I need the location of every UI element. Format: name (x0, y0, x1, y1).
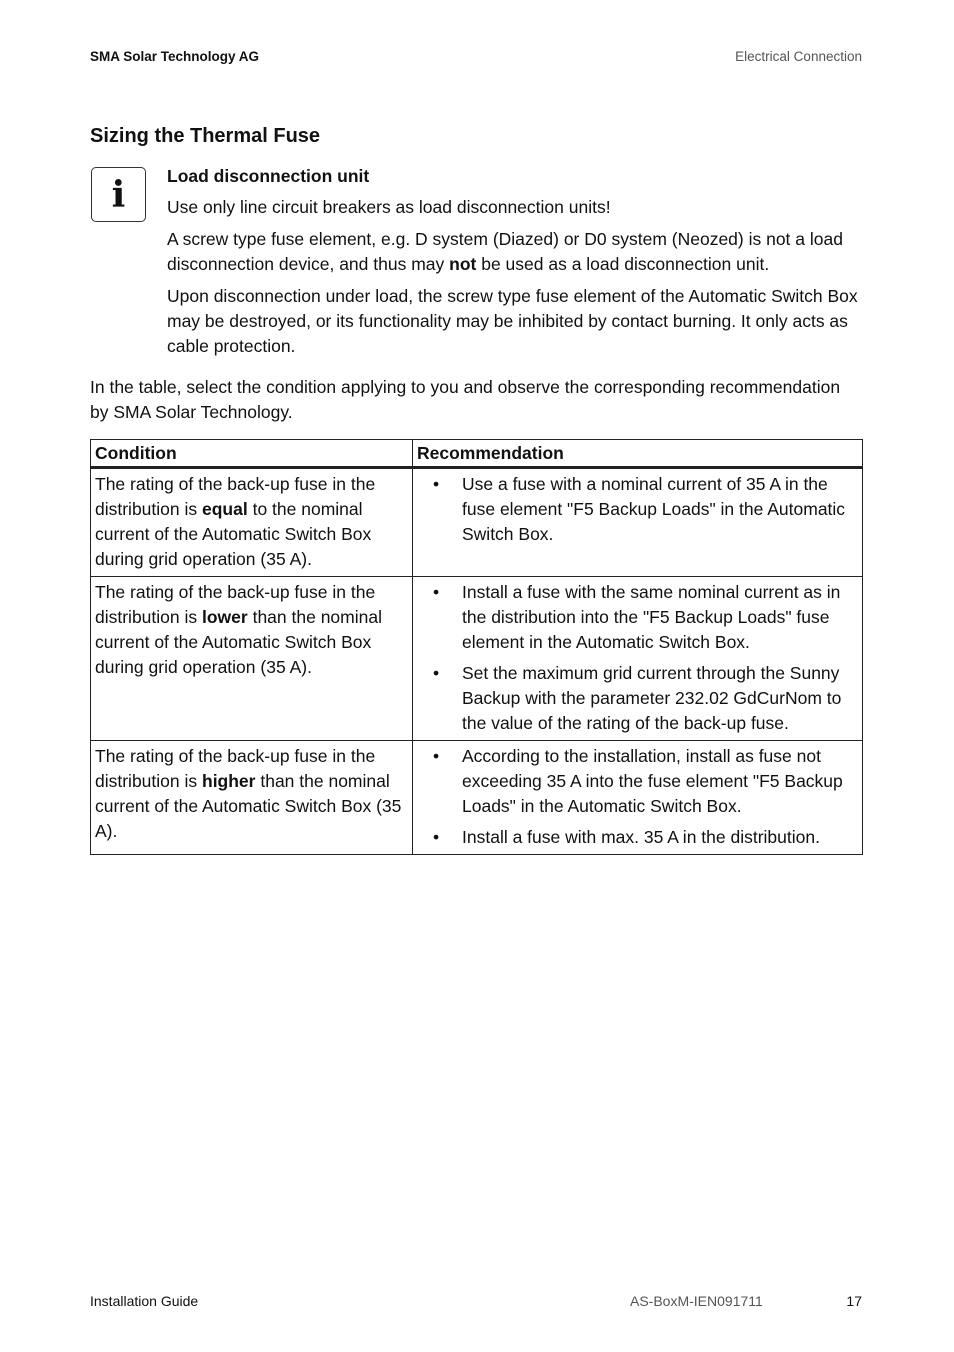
footer-document-code: AS-BoxM-IEN091711 (630, 1293, 763, 1309)
condition-emphasis: lower (202, 607, 248, 627)
condition-text-end: than the nominal current of the Automatic Switch Box during grid operation (35 A). (95, 607, 382, 677)
note-p2-emphasis: not (449, 254, 477, 274)
note-paragraph-2 (167, 227, 862, 277)
recommendation-item (417, 825, 858, 850)
recommendation-text: According to the installation, install as fuse not exceeding 35 A into the fuse element "F5 Backup Loads" in the Automatic Switch Box. (462, 746, 843, 816)
info-icon-glyph: i (111, 173, 126, 216)
recommendation-cell (413, 741, 863, 855)
condition-cell (91, 577, 413, 741)
column-header-recommendation: Recommendation (413, 440, 863, 468)
note-p2-text-end: be used as a load disconnection unit. (476, 254, 770, 274)
bullet-icon: • (433, 663, 440, 683)
recommendation-item (417, 744, 858, 819)
recommendation-list (417, 580, 858, 736)
recommendation-cell (413, 577, 863, 741)
bullet-icon: • (433, 827, 440, 847)
condition-emphasis: equal (202, 499, 248, 519)
condition-cell (91, 468, 413, 577)
header-company: SMA Solar Technology AG (90, 49, 260, 64)
bullet-icon: • (433, 746, 440, 766)
recommendation-item (417, 661, 858, 736)
info-note (167, 164, 862, 366)
recommendation-item (417, 472, 858, 547)
table-header-row (91, 440, 863, 468)
condition-text: The rating of the back-up fuse in the distribution is (95, 474, 376, 519)
recommendation-item (417, 580, 858, 655)
note-p2-text: A screw type fuse element, e.g. D system (Diazed) or D0 system (Neozed) is not a load disconnection device, and thus may (167, 229, 843, 274)
note-paragraph-1: Use only line circuit breakers as load disconnection units! (167, 197, 611, 217)
recommendation-text: Set the maximum grid current through the Sunny Backup with the parameter 232.02 GdCurNom to the value of the rating of the back-up fuse. (462, 663, 842, 733)
recommendation-list (417, 744, 858, 850)
recommendation-text: Use a fuse with a nominal current of 35 A in the fuse element "F5 Backup Loads" in the Automatic Switch Box. (462, 474, 846, 544)
info-icon (91, 167, 146, 222)
table-row (91, 741, 863, 855)
bullet-icon: • (433, 582, 440, 602)
column-header-condition: Condition (91, 440, 413, 468)
condition-cell (91, 741, 413, 855)
condition-text: The rating of the back-up fuse in the distribution is (95, 746, 376, 791)
section-title: Sizing the Thermal Fuse (90, 125, 321, 147)
footer-guide-title: Installation Guide (90, 1293, 199, 1309)
condition-text: The rating of the back-up fuse in the distribution is (95, 582, 376, 627)
header-chapter: Electrical Connection (735, 49, 862, 64)
recommendation-list (417, 472, 858, 547)
condition-text-end: than the nominal current of the Automatic Switch Box (35 A). (95, 771, 402, 841)
page-number: 17 (846, 1293, 862, 1309)
bullet-icon: • (433, 474, 440, 494)
intro-paragraph: In the table, select the condition applying to you and observe the corresponding recommendation by SMA Solar Technology. (90, 377, 841, 422)
recommendation-cell (413, 468, 863, 577)
condition-text-end: to the nominal current of the Automatic Switch Box during grid operation (35 A). (95, 499, 372, 569)
table-row (91, 577, 863, 741)
note-title: Load disconnection unit (167, 166, 370, 186)
condition-emphasis: higher (202, 771, 256, 791)
note-paragraph-3: Upon disconnection under load, the screw type fuse element of the Automatic Switch Box may be destroyed, or its functionality may be inhibited by contact burning. It only acts as cable protection. (167, 286, 858, 356)
recommendation-text: Install a fuse with max. 35 A in the distribution. (462, 827, 820, 847)
fuse-sizing-table (90, 439, 863, 855)
recommendation-text: Install a fuse with the same nominal current as in the distribution into the "F5 Backup Loads" fuse element in the Automatic Switch Box. (462, 582, 841, 652)
table-row (91, 468, 863, 577)
